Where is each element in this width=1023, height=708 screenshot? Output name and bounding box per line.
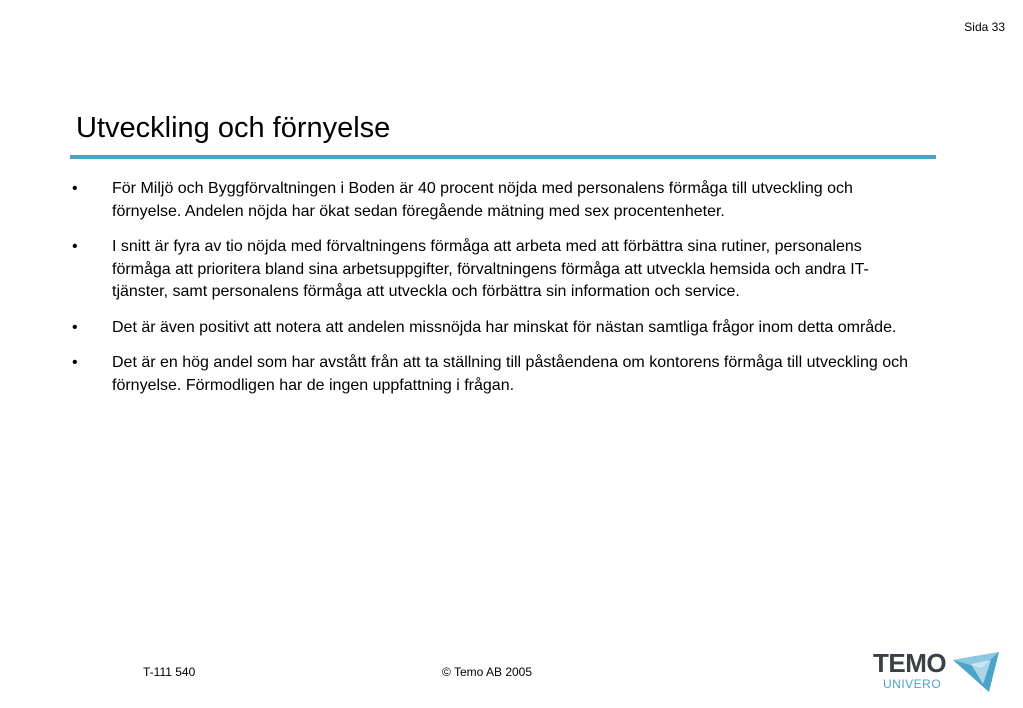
bullet-item: [72, 178, 922, 223]
footer-copyright: © Temo AB 2005: [442, 665, 533, 679]
page-number: Sida 33: [964, 20, 1005, 34]
logo-subtitle: UNIVERO: [883, 677, 942, 691]
temo-logo: [873, 648, 1003, 696]
bullet-icon: •: [72, 354, 78, 371]
title-underline: [70, 155, 936, 159]
bullet-icon: •: [72, 180, 78, 197]
logo-wordmark: TEMO: [873, 648, 947, 678]
bullet-text: I snitt är fyra av tio nöjda med förvaltningens förmåga att arbeta med att förbättra sina rutiner, personalens förmåga att prioritera bland sina arbetsuppgifter, förvaltningens förmåga att utveckla hemsida och andra IT-tjänster, samt personalens förmåga att utveckla och förbättra sin information och service.: [112, 238, 869, 300]
bullet-text: Det är en hög andel som har avstått från att ta ställning till påståendena om kontorens förmåga till utveckling och förnyelse. Förmodligen har de ingen uppfattning i frågan.: [112, 354, 908, 394]
temo-logo-mark-icon: [951, 650, 1001, 694]
bullet-text: Det är även positivt att notera att andelen missnöjda har minskat för nästan samtliga frågor inom detta område.: [112, 318, 897, 336]
slide-title: Utveckling och förnyelse: [76, 112, 391, 144]
footer-report-id: T-111 540: [143, 665, 196, 679]
bullet-item: [72, 352, 922, 397]
bullet-icon: •: [72, 238, 78, 255]
bullet-item: [72, 236, 922, 304]
bullet-item: [72, 317, 922, 340]
bullet-list: [72, 178, 922, 410]
bullet-text: För Miljö och Byggförvaltningen i Boden är 40 procent nöjda med personalens förmåga till utveckling och förnyelse. Andelen nöjda har ökat sedan föregående mätning med sex procentenheter.: [112, 180, 853, 220]
bullet-icon: •: [72, 318, 78, 336]
